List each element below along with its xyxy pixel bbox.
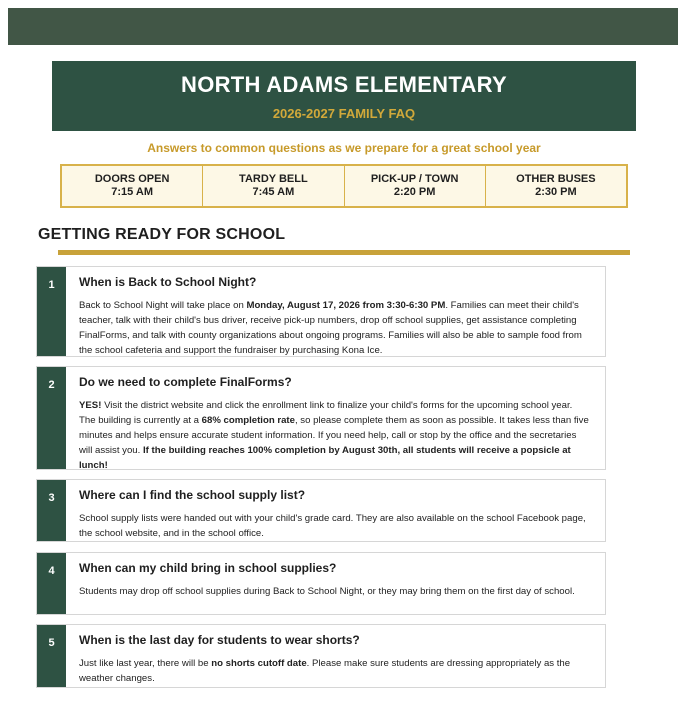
faq-number-badge <box>37 267 66 356</box>
faq-item-3 <box>36 479 606 542</box>
faq-item-5 <box>36 624 606 688</box>
faq-question: Do we need to complete FinalForms? <box>79 375 292 389</box>
schedule-time: 2:30 PM <box>535 186 577 198</box>
faq-answer: Just like last year, there will be no shorts cutoff date. Please make sure students are dressing appropriately as the weather changes. <box>79 658 571 684</box>
top-scan-band <box>8 8 678 45</box>
faq-answer: Back to School Night will take place on Monday, August 17, 2026 from 3:30-6:30 PM. Families can meet their child's teacher, talk with their child's bus driver, receive pick-up numbers, drop off school supplies, get assistance completing FinalForms, and talk with county organizations about ongoing programs. Families will also be able to sample food from the school cafeteria and support the fundraiser by purchasing Kona Ice. <box>79 300 582 356</box>
title-banner <box>52 61 636 131</box>
faq-number-badge <box>37 553 66 614</box>
tagline: Answers to common questions as we prepare for a great school year <box>147 141 541 155</box>
faq-number: 1 <box>48 279 55 291</box>
section-divider <box>58 250 630 255</box>
faq-number: 5 <box>48 637 55 649</box>
faq-number: 3 <box>48 492 55 504</box>
schedule-pick-up-town <box>345 166 486 206</box>
schedule-label: OTHER BUSES <box>516 173 596 185</box>
schedule-time: 7:15 AM <box>111 186 154 198</box>
faq-number: 2 <box>48 379 55 391</box>
faq-answer: YES! Visit the district website and click the enrollment link to finalize your child's forms for the upcoming school year. The building is currently at a 68% completion rate, so please complete them as soon as possible. It takes less than five minutes and helps ensure accurate student information. If you need help, call or stop by the office and the secretaries will assist you. If the building reaches 100% completion by August 30th, all students will receive a popsicle at lunch! <box>79 400 589 471</box>
schedule-other-buses <box>486 166 626 206</box>
faq-item-2 <box>36 366 606 470</box>
schedule-box <box>60 164 628 208</box>
section-heading: GETTING READY FOR SCHOOL <box>38 226 286 243</box>
faq-item-4 <box>36 552 606 615</box>
faq-number: 4 <box>48 565 55 577</box>
faq-number-badge <box>37 480 66 541</box>
faq-question: Where can I find the school supply list? <box>79 488 306 502</box>
faq-item-1 <box>36 266 606 357</box>
faq-number-badge <box>37 625 66 687</box>
schedule-time: 7:45 AM <box>252 186 295 198</box>
faq-answer: Students may drop off school supplies during Back to School Night, or they may bring them on the first day of school. <box>79 586 575 597</box>
schedule-doors-open <box>62 166 203 206</box>
faq-answer: School supply lists were handed out with your child's grade card. They are also available on the school Facebook page, the school website, and in the school office. <box>79 513 586 539</box>
faq-subtitle: 2026-2027 FAMILY FAQ <box>272 106 416 121</box>
faq-question: When is the last day for students to wear shorts? <box>79 633 360 647</box>
faq-question: When can my child bring in school supplies? <box>79 561 337 575</box>
schedule-label: PICK-UP / TOWN <box>370 173 459 185</box>
faq-number-badge <box>37 367 66 469</box>
schedule-label: TARDY BELL <box>239 173 308 185</box>
schedule-tardy-bell <box>203 166 344 206</box>
school-name: NORTH ADAMS ELEMENTARY <box>181 72 507 97</box>
faq-question: When is Back to School Night? <box>79 275 257 289</box>
schedule-label: DOORS OPEN <box>94 173 170 185</box>
schedule-time: 2:20 PM <box>393 186 436 198</box>
